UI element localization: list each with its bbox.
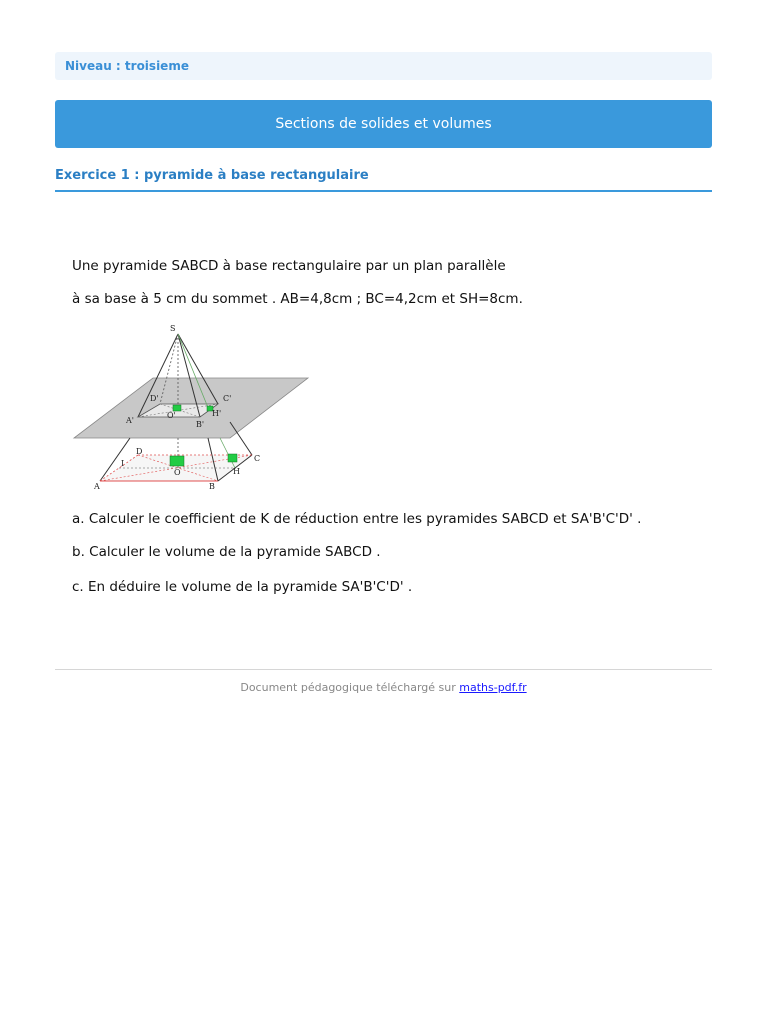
exercise-title: Exercice 1 : pyramide à base rectangulaire	[55, 168, 369, 183]
level-label: Niveau : troisieme	[65, 59, 189, 73]
right-angle-marker-lower-h	[228, 454, 237, 462]
label-o: O	[174, 468, 181, 477]
label-d: D	[136, 447, 143, 456]
label-c: C	[254, 454, 261, 463]
page-title: Sections de solides et volumes	[275, 116, 492, 132]
right-angle-marker-lower	[170, 456, 184, 466]
question-c: c. En déduire le volume de la pyramide SA'B'C'D' .	[72, 579, 413, 595]
label-c-prime: C'	[223, 394, 232, 403]
statement-line-2: à sa base à 5 cm du sommet . AB=4,8cm ; BC=4,2cm et SH=8cm.	[72, 291, 523, 307]
title-banner	[55, 100, 712, 148]
statement-line-1: Une pyramide SABCD à base rectangulaire par un plan parallèle	[72, 258, 506, 274]
label-i: I	[121, 459, 125, 468]
question-b: b. Calculer le volume de la pyramide SABCD .	[72, 544, 381, 560]
label-a: A	[94, 482, 100, 491]
label-a-prime: A'	[126, 416, 134, 425]
label-h-prime: H'	[212, 409, 222, 418]
label-b: B	[209, 482, 215, 491]
exercise-heading	[55, 168, 712, 192]
label-b-prime: B'	[196, 420, 205, 429]
footer-divider	[55, 669, 712, 670]
level-box	[55, 52, 712, 80]
footer-text: Document pédagogique téléchargé sur	[240, 681, 460, 694]
label-o-prime: O'	[167, 411, 176, 420]
label-d-prime: D'	[150, 394, 159, 403]
pyramid-figure	[70, 322, 315, 494]
label-s: S	[170, 324, 176, 333]
footer-link[interactable]: maths-pdf.fr	[459, 681, 527, 694]
label-h: H	[233, 467, 240, 476]
footer	[55, 681, 712, 694]
question-a: a. Calculer le coefficient de K de réduction entre les pyramides SABCD et SA'B'C'D' .	[72, 511, 642, 527]
